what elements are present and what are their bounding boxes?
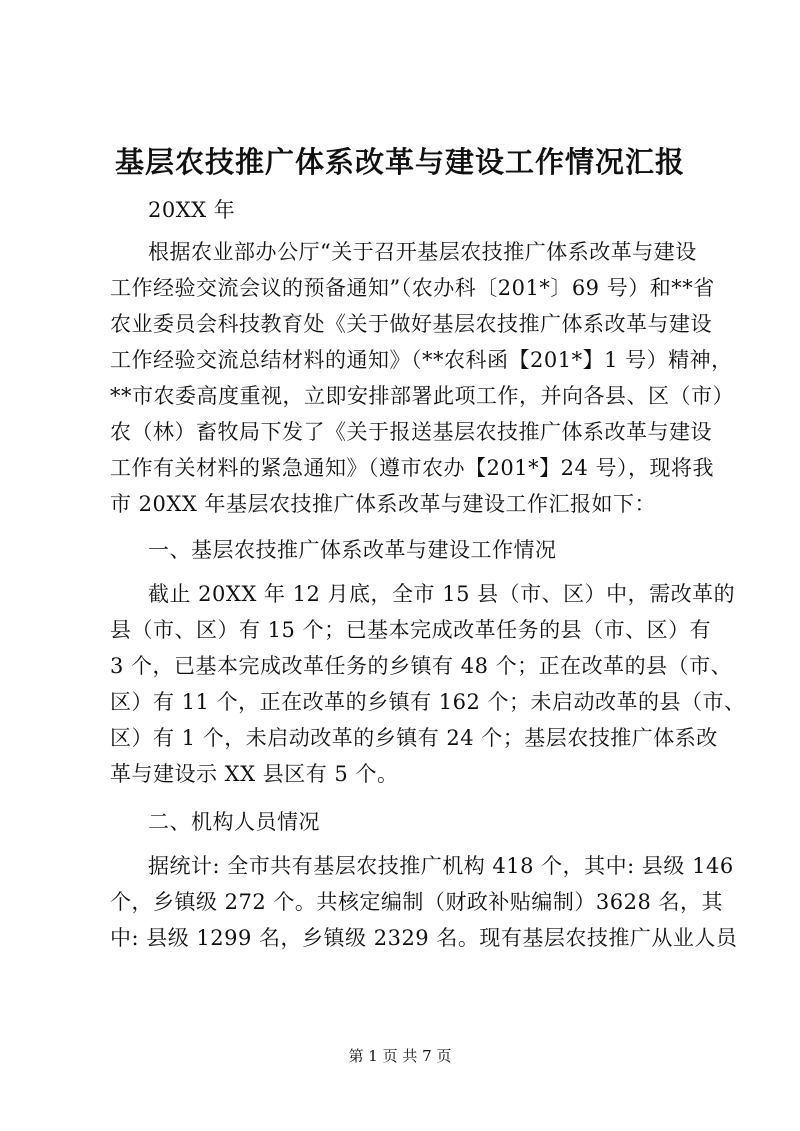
paragraph-line: 据统计: 全市共有基层农技推广机构 418 个，其中: 县级 146 — [148, 854, 734, 878]
paragraph-line: 根据农业部办公厅“关于召开基层农技推广体系改革与建设 — [148, 240, 697, 264]
paragraph-line: 县（市、区）有 15 个；已基本完成改革任务的县（市、区）有 — [110, 618, 712, 642]
paragraph-line: 农业委员会科技教育处《关于做好基层农技推广体系改革与建设 — [110, 312, 712, 336]
section-heading: 二、机构人员情况 — [148, 810, 320, 834]
paragraph-line: 革与建设示 XX 县区有 5 个。 — [110, 762, 399, 786]
document-title: 基层农技推广体系改革与建设工作情况汇报 — [114, 145, 685, 179]
paragraph-line: 中: 县级 1299 名，乡镇级 2329 名。现有基层农技推广从业人员 — [110, 926, 738, 950]
page-indicator: 第 1 页 共 7 页 — [348, 1047, 452, 1065]
paragraph-line: **市农委高度重视，立即安排部署此项工作，并向各县、区（市） — [110, 384, 734, 408]
paragraph-line: 工作经验交流总结材料的通知》（**农科函【201*】1 号）精神， — [110, 348, 733, 372]
document-date: 20XX 年 — [148, 198, 236, 222]
paragraph-line: 农（林）畜牧局下发了《关于报送基层农技推广体系改革与建设 — [110, 420, 712, 444]
paragraph-line: 工作有关材料的紧急通知》（遵市农办【201*】24 号），现将我 — [110, 456, 714, 480]
paragraph-line: 工作经验交流会议的预备通知”（农办科〔201*〕69 号）和**省 — [110, 276, 715, 300]
paragraph-line: 截止 20XX 年 12 月底，全市 15 县（市、区）中，需改革的 — [148, 582, 736, 606]
paragraph-line: 3 个，已基本完成改革任务的乡镇有 48 个；正在改革的县（市、 — [110, 654, 733, 678]
paragraph-line: 区）有 11 个，正在改革的乡镇有 162 个；未启动改革的县（市、 — [110, 690, 746, 714]
paragraph-line: 市 20XX 年基层农技推广体系改革与建设工作汇报如下： — [110, 492, 656, 516]
section-heading: 一、基层农技推广体系改革与建设工作情况 — [148, 538, 557, 562]
paragraph-line: 区）有 1 个，未启动改革的乡镇有 24 个；基层农技推广体系改 — [110, 726, 718, 750]
paragraph-line: 个，乡镇级 272 个。共核定编制（财政补贴编制）3628 名，其 — [110, 890, 724, 914]
